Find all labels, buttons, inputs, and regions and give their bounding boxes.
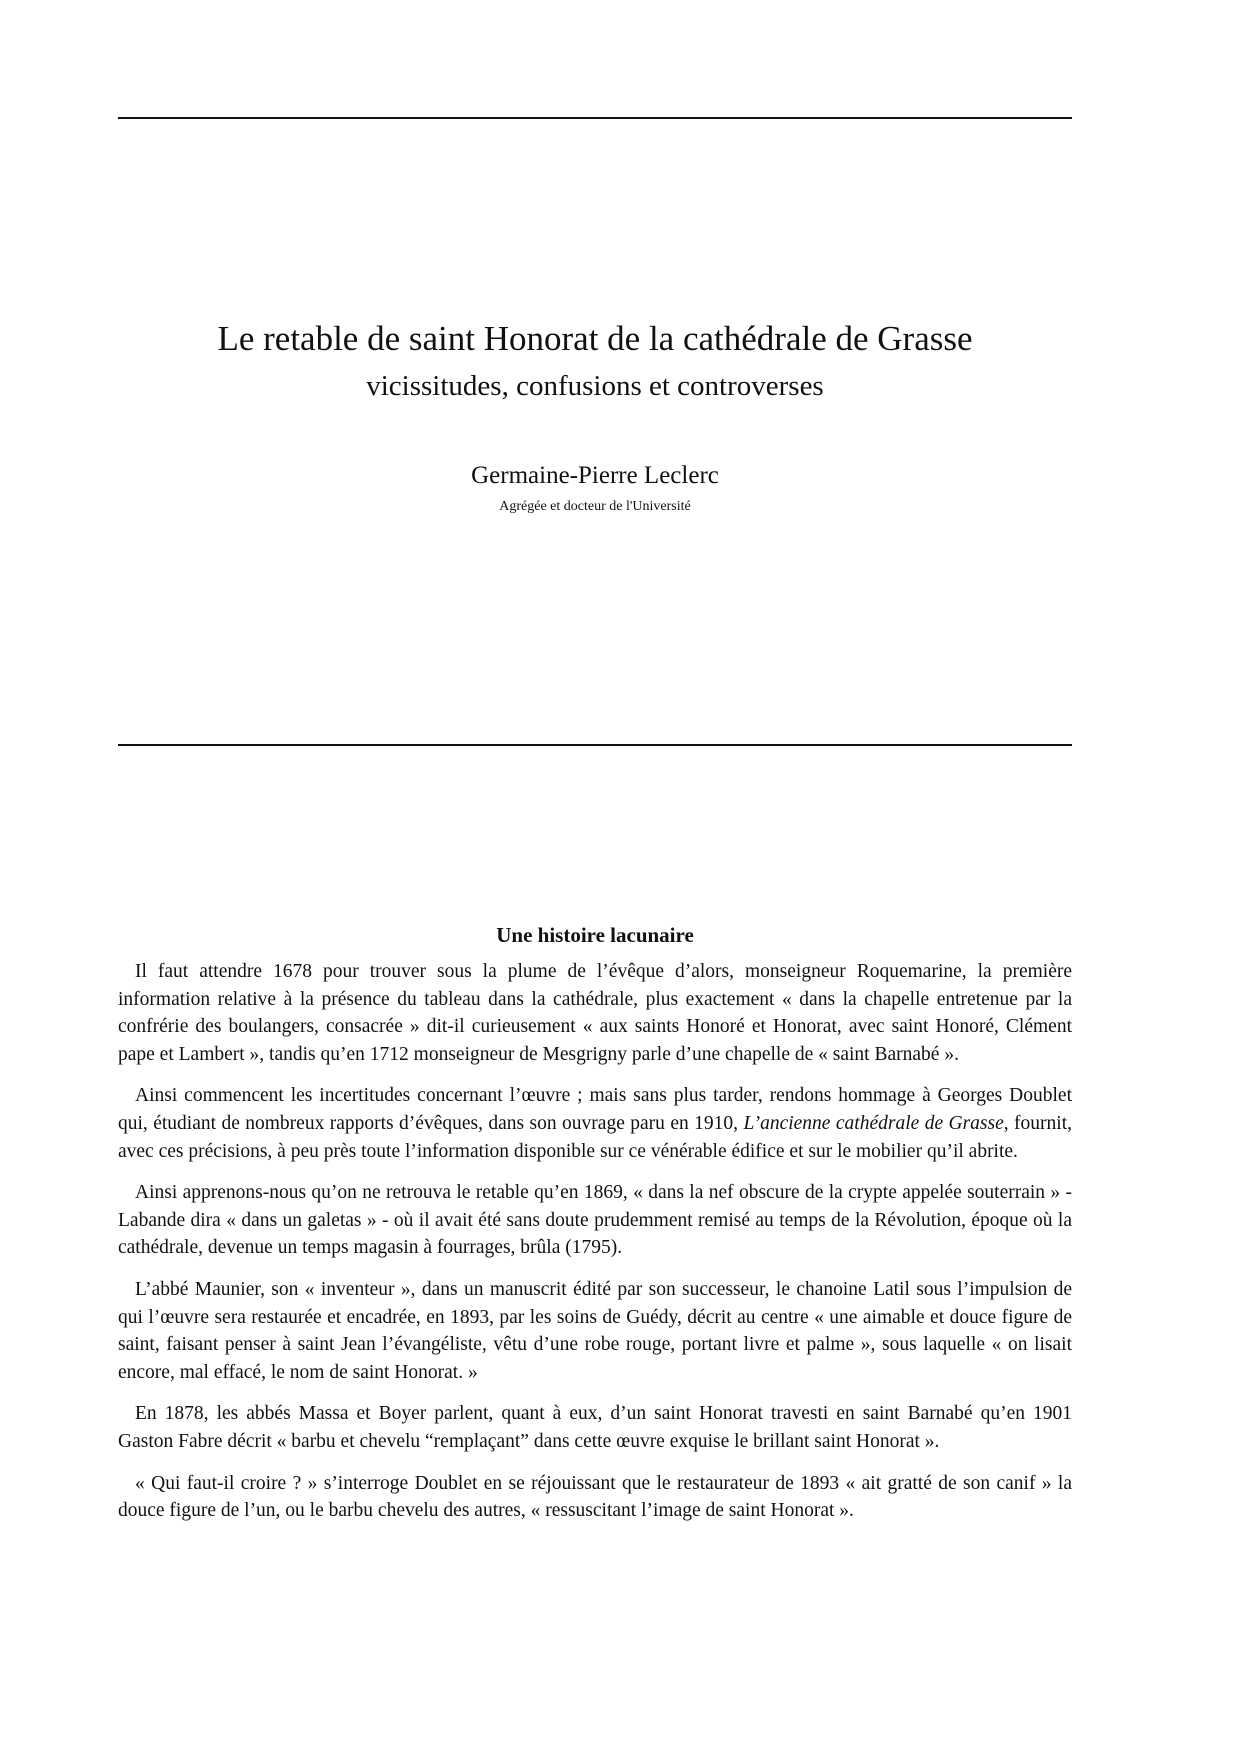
author-name: Germaine-Pierre Leclerc <box>471 462 719 489</box>
article-title: Le retable de saint Honorat de la cathédrale de Grasse <box>217 319 973 358</box>
title-block <box>118 316 1072 406</box>
paragraph-3: Ainsi apprenons-nous qu’on ne retrouva le retable qu’en 1869, « dans la nef obscure de la crypte appelée souterrain » - Labande dira « dans un galetas » - où il avait été sans doute prudemment remisé au temps de la Révolution, époque où la cathédrale, devenue un temps magasin à fourrages, brûla (1795). <box>118 1182 1072 1259</box>
top-rule <box>118 117 1072 119</box>
section-body <box>118 958 1072 1525</box>
paragraph-4: L’abbé Maunier, son « inventeur », dans un manuscrit édité par son successeur, le chanoine Latil sous l’impulsion de qui l’œuvre sera restaurée et encadrée, en 1893, par les soins de Guédy, décrit au centre « une aimable et douce figure de saint, faisant penser à saint Jean l’évangéliste, vêtu d’une robe rouge, portant livre et palme », sous laquelle « on lisait encore, mal effacé, le nom de saint Honorat. » <box>118 1278 1072 1383</box>
bottom-rule <box>118 744 1072 746</box>
book-title-italic: L’ancienne cathédrale de Grasse <box>743 1112 1004 1134</box>
paragraph-2-text-after: , fournit, avec ces précisions, à peu près toute l’information disponible sur ce vénérable édifice et sur le mobilier qu’il abrite. <box>118 1112 1073 1162</box>
paragraph-5: En 1878, les abbés Massa et Boyer parlent, quant à eux, d’un saint Honorat travesti en saint Barnabé qu’en 1901 Gaston Fabre décrit « barbu et chevelu “remplaçant” dans cette œuvre exquise le brillant saint Honorat ». <box>118 1403 1072 1452</box>
section-heading: Une histoire lacunaire <box>496 923 694 947</box>
paragraph-6: « Qui faut-il croire ? » s’interroge Doublet en se réjouissant que le restaurateur de 1893 « ait gratté de son canif » la douce figure de l’un, ou le barbu chevelu des autres, « ressuscitant l’image de saint Honorat ». <box>118 1472 1072 1522</box>
author-affiliation: Agrégée et docteur de l'Université <box>499 499 691 514</box>
article-subtitle: vicissitudes, confusions et controverses <box>366 370 824 402</box>
paragraph-1: Il faut attendre 1678 pour trouver sous la plume de l’évêque d’alors, monseigneur Roquemarine, la première information relative à la présence du tableau dans la cathédrale, plus exactement « dans la chapelle entretenue par la confrérie des boulangers, consacrée » dit-il curieusement « aux saints Honoré et Honorat, avec saint Honoré, Clément pape et Lambert », tandis qu’en 1712 monseigneur de Mesgrigny parle d’une chapelle de « saint Barnabé ». <box>118 961 1072 1065</box>
paragraph-2 <box>118 1082 1072 1165</box>
paragraph-2-text-before: Ainsi commencent les incertitudes concernant l’œuvre ; mais sans plus tarder, rendons hommage à Georges Doublet qui, étudiant de nombreux rapports d’évêques, dans son ouvrage paru en 1910, <box>118 1085 1072 1134</box>
